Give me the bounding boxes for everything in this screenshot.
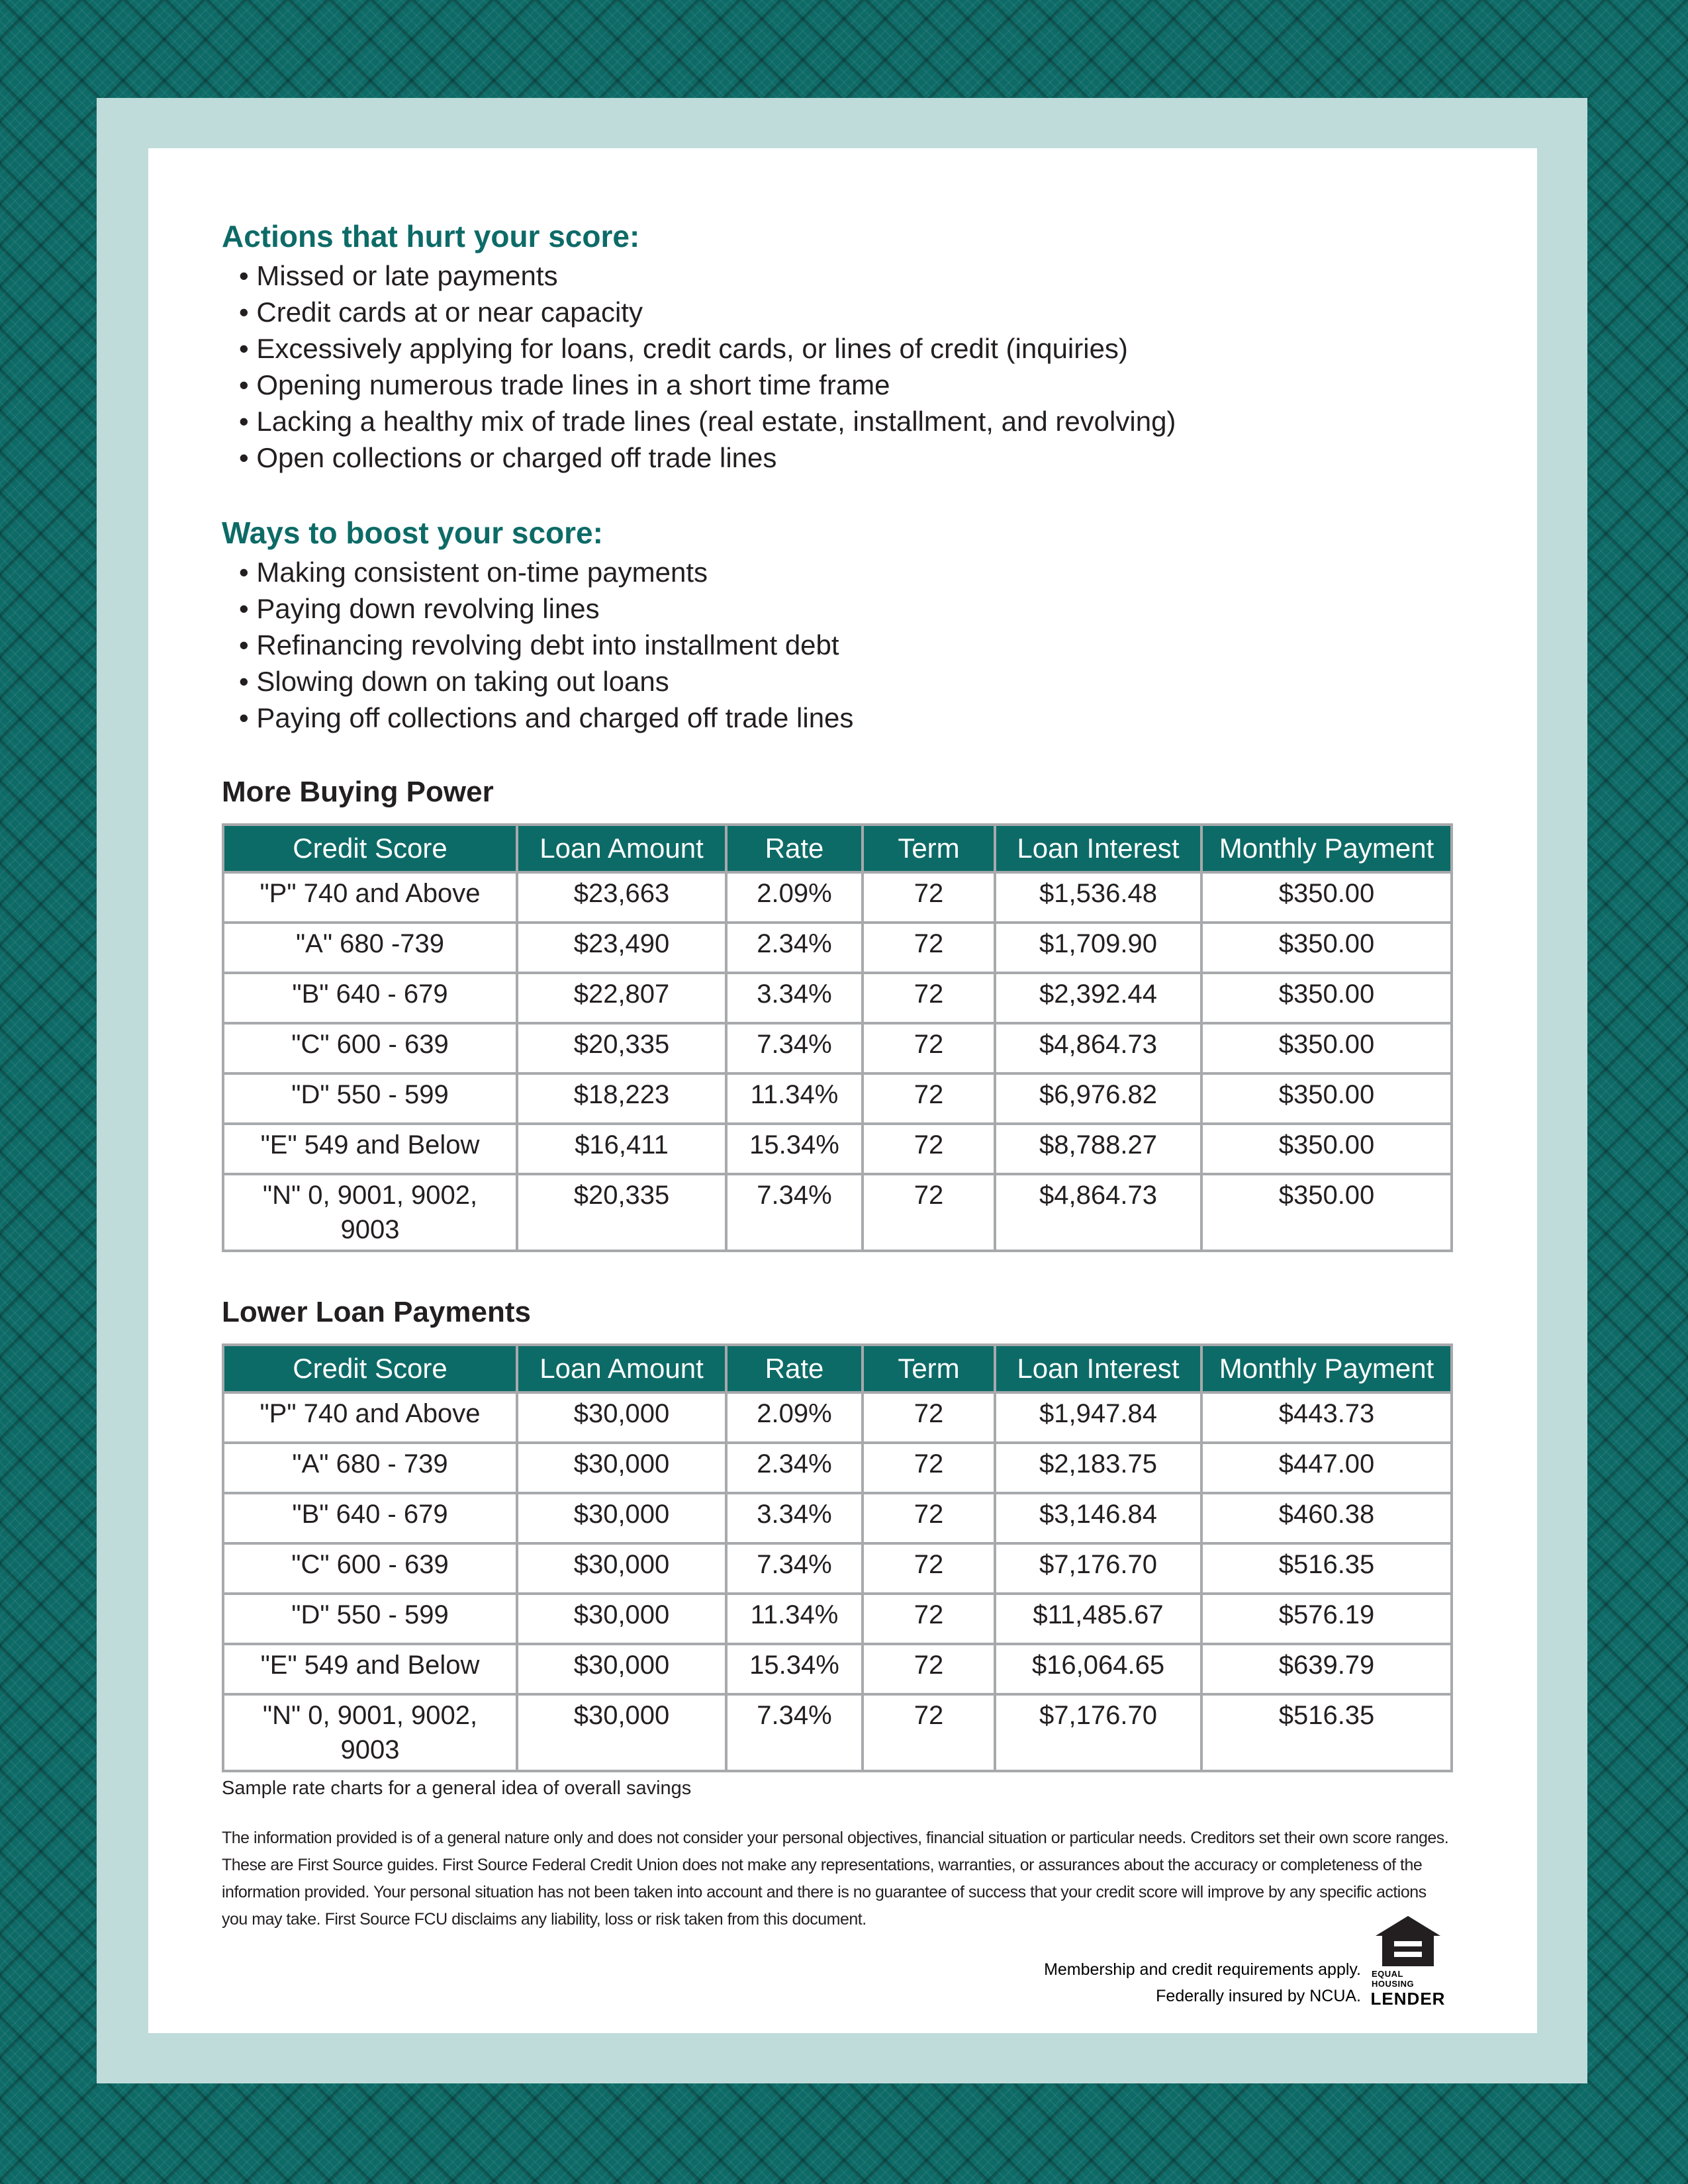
table-row [223,1543,1452,1594]
table-cell: $16,064.65 [995,1644,1201,1694]
table-cell: "P" 740 and Above [223,872,517,923]
table-cell: 15.34% [726,1124,863,1174]
boost-list [222,554,1453,736]
table-cell: $460.38 [1201,1493,1452,1543]
equal-housing-lender-logo [1372,1913,1444,2009]
logo-small-text: EQUAL HOUSING [1372,1969,1415,1989]
column-header: Loan Interest [995,1345,1201,1392]
list-item: • Open collections or charged off trade lines [239,439,1453,476]
table-cell: "C" 600 - 639 [223,1543,517,1594]
table-cell: $30,000 [517,1443,726,1493]
table-cell: $443.73 [1201,1392,1452,1443]
column-header: Loan Amount [517,1345,726,1392]
table-cell: $639.79 [1201,1644,1452,1694]
table-row [223,1644,1452,1694]
table-row [223,1073,1452,1124]
table-cell: 11.34% [726,1073,863,1124]
table-cell: 72 [863,1493,995,1543]
column-header: Credit Score [223,825,517,872]
table-cell: 72 [863,1023,995,1073]
table-cell: $30,000 [517,1493,726,1543]
table-cell: $22,807 [517,973,726,1023]
table-cell: $350.00 [1201,923,1452,973]
list-item: • Slowing down on taking out loans [239,663,1453,700]
table-cell: $20,335 [517,1023,726,1073]
sample-note: Sample rate charts for a general idea of overall savings [222,1778,692,1799]
table-cell: $516.35 [1201,1543,1452,1594]
table-cell: $350.00 [1201,1174,1452,1251]
table-cell: 72 [863,872,995,923]
table-cell: 15.34% [726,1644,863,1694]
table-row [223,923,1452,973]
list-item: • Credit cards at or near capacity [239,294,1453,330]
table-cell: "D" 550 - 599 [223,1594,517,1644]
table-cell: $30,000 [517,1694,726,1771]
table-cell: $30,000 [517,1392,726,1443]
table-cell: $16,411 [517,1124,726,1174]
hurt-title: Actions that hurt your score: [222,219,640,253]
table-cell: $18,223 [517,1073,726,1124]
list-item: • Missed or late payments [239,257,1453,294]
table-cell: 72 [863,1694,995,1771]
table-cell: $350.00 [1201,973,1452,1023]
table-cell: $350.00 [1201,1124,1452,1174]
logo-big-text: LENDER [1370,1989,1446,2009]
table-cell: $30,000 [517,1644,726,1694]
list-item: • Paying down revolving lines [239,590,1453,627]
table-cell: $7,176.70 [995,1694,1201,1771]
table-cell: $7,176.70 [995,1543,1201,1594]
buying-power-title: More Buying Power [222,776,494,808]
table-cell: "N" 0, 9001, 9002, 9003 [223,1694,517,1771]
table-cell: "A" 680 -739 [223,923,517,973]
table-cell: 2.09% [726,872,863,923]
table-cell: $3,146.84 [995,1493,1201,1543]
table-row [223,1174,1452,1251]
table-row [223,1124,1452,1174]
column-header: Loan Amount [517,825,726,872]
table-row [223,1493,1452,1543]
table-cell: "A" 680 - 739 [223,1443,517,1493]
list-item: • Paying off collections and charged off trade lines [239,700,1453,736]
table-cell: $350.00 [1201,1023,1452,1073]
list-item: • Excessively applying for loans, credit cards, or lines of credit (inquiries) [239,330,1453,367]
disclaimer-text: The information provided is of a general nature only and does not consider your personal objectives, financial situation or particular needs. Creditors set their own score ranges. These are First Source guides. First Source Federal Credit Union does not make any representations, warranties, or assurances about the accuracy or completeness of the information provided. Your personal situation has not been taken into account and there is no guarantee of success that your credit score will improve by any specific actions you may take. First Source FCU disclaims any liability, loss or risk taken from this document. [222,1829,1449,1929]
table-row [223,973,1452,1023]
table-cell: 72 [863,1543,995,1594]
table-row [223,1694,1452,1771]
table-cell: $20,335 [517,1174,726,1251]
table-cell: 3.34% [726,1493,863,1543]
column-header: Rate [726,825,863,872]
table-cell: "E" 549 and Below [223,1644,517,1694]
table-cell: 72 [863,1073,995,1124]
table-header-row [223,825,1452,872]
table-row [223,872,1452,923]
table-header-row [223,1345,1452,1392]
column-header: Monthly Payment [1201,1345,1452,1392]
table-cell: 72 [863,923,995,973]
lower-payments-title: Lower Loan Payments [222,1296,532,1328]
table-cell: $23,663 [517,872,726,923]
table-cell: "B" 640 - 679 [223,973,517,1023]
table-cell: "B" 640 - 679 [223,1493,517,1543]
table-cell: $30,000 [517,1594,726,1644]
table-cell: 2.34% [726,1443,863,1493]
table-cell: $2,392.44 [995,973,1201,1023]
table-cell: $447.00 [1201,1443,1452,1493]
table-cell: 2.34% [726,923,863,973]
table-cell: $30,000 [517,1543,726,1594]
table-row [223,1594,1452,1644]
table-row [223,1023,1452,1073]
column-header: Term [863,825,995,872]
column-header: Loan Interest [995,825,1201,872]
table-cell: 7.34% [726,1174,863,1251]
table-cell: $8,788.27 [995,1124,1201,1174]
table-row [223,1392,1452,1443]
table-cell: 2.09% [726,1392,863,1443]
table-cell: $516.35 [1201,1694,1452,1771]
table-cell: $11,485.67 [995,1594,1201,1644]
column-header: Credit Score [223,1345,517,1392]
list-item: • Making consistent on-time payments [239,554,1453,590]
footer-text [1044,1956,1361,2009]
table-cell: "D" 550 - 599 [223,1073,517,1124]
list-item: • Opening numerous trade lines in a short time frame [239,367,1453,403]
column-header: Term [863,1345,995,1392]
table-cell: "E" 549 and Below [223,1124,517,1174]
ncua-line: Federally insured by NCUA. [1156,1987,1361,2005]
table-cell: 7.34% [726,1543,863,1594]
table-cell: 72 [863,1443,995,1493]
table-cell: 72 [863,1594,995,1644]
table-cell: 72 [863,1174,995,1251]
column-header: Monthly Payment [1201,825,1452,872]
table-cell: $1,947.84 [995,1392,1201,1443]
table-cell: 11.34% [726,1594,863,1644]
lower-payments-table [222,1343,1453,1772]
table-cell: $350.00 [1201,872,1452,923]
table-cell: $2,183.75 [995,1443,1201,1493]
table-cell: 72 [863,1392,995,1443]
table-cell: "N" 0, 9001, 9002, 9003 [223,1174,517,1251]
table-cell: $6,976.82 [995,1073,1201,1124]
list-item: • Lacking a healthy mix of trade lines (real estate, installment, and revolving) [239,403,1453,439]
hurt-list [222,257,1453,476]
table-cell: 3.34% [726,973,863,1023]
boost-title: Ways to boost your score: [222,516,603,550]
table-cell: $350.00 [1201,1073,1452,1124]
equal-housing-icon [1372,1913,1444,1969]
table-cell: 72 [863,1644,995,1694]
footer [1044,1913,1444,2009]
buying-power-table [222,823,1453,1252]
content-area [222,218,1453,1933]
table-cell: $1,709.90 [995,923,1201,973]
table-cell: 7.34% [726,1694,863,1771]
table-cell: "P" 740 and Above [223,1392,517,1443]
table-cell: $4,864.73 [995,1023,1201,1073]
column-header: Rate [726,1345,863,1392]
list-item: • Refinancing revolving debt into installment debt [239,627,1453,663]
table-cell: $23,490 [517,923,726,973]
table-cell: $4,864.73 [995,1174,1201,1251]
table-cell: 72 [863,973,995,1023]
table-cell: 7.34% [726,1023,863,1073]
table-row [223,1443,1452,1493]
table-cell: $576.19 [1201,1594,1452,1644]
document-page [148,148,1537,2033]
membership-line: Membership and credit requirements apply. [1044,1960,1361,1979]
table-cell: "C" 600 - 639 [223,1023,517,1073]
table-cell: 72 [863,1124,995,1174]
table-cell: $1,536.48 [995,872,1201,923]
